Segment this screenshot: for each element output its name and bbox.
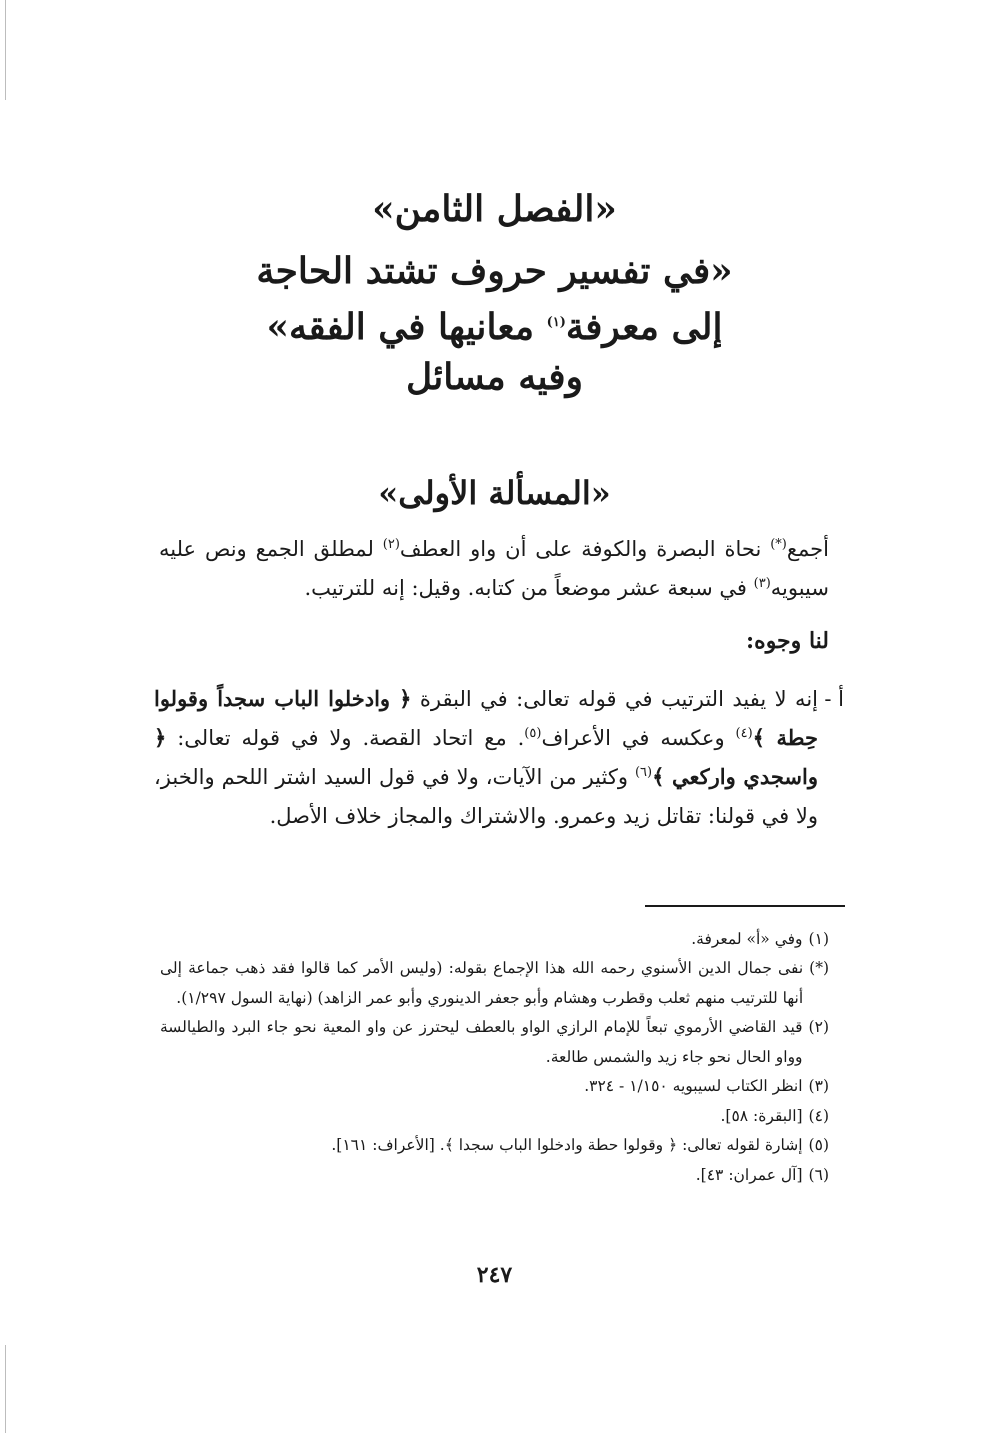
item-text: [154, 680, 818, 835]
footnote-text: نفى جمال الدين الأسنوي رحمه الله هذا الإجماع بقوله: (وليس الأمر كما قالوا فقد ذهب جماعة إلى أنها للترتيب منهم ثعلب وقطرب وهشام وأبو جعفر الدينوري وأبو عمر الزاهد) (نهاية السول ١/٢٩٧).: [160, 959, 804, 1007]
footnote: [160, 1131, 829, 1160]
footnote-text: [البقرة: ٥٨].: [720, 1106, 803, 1125]
footnote-ref: (*): [770, 537, 787, 552]
footnote-number: (٤): [808, 1106, 829, 1125]
item-text-part: وكثير من الآيات، ولا في قول السيد اشتر اللحم والخبز، ولا في قولنا: تقاتل زيد وعمرو. والاشتراك والمجاز خلاف الأصل.: [154, 764, 818, 828]
footnote: [160, 1161, 829, 1190]
scan-edge-line: [5, 1345, 6, 1433]
footnote-text: انظر الكتاب لسيبويه ١/١٥٠ - ٣٢٤.: [584, 1077, 803, 1096]
paragraph-text: لمطلق الجمع ونص عليه سيبويه: [159, 537, 829, 600]
paragraph-text: نحاة البصرة والكوفة على أن واو العطف: [399, 537, 771, 561]
footnote-ref: (٥): [524, 725, 542, 741]
item-text-part: إنه لا يفيد الترتيب في قوله تعالى: في البقرة: [411, 687, 818, 711]
footnote-number: (٦): [808, 1165, 829, 1184]
chapter-title: «الفصل الثامن»: [372, 188, 617, 230]
chapter-subtitle-text: إلى معرفة: [565, 306, 723, 348]
chapter-subtitle-text: معانيها في الفقه»: [266, 306, 547, 348]
footnote-text: قيد القاضي الأرموي تبعاً للإمام الرازي الواو بالعطف ليحترز عن واو المعية نحو جاء البرد والطيالسة وواو الحال نحو جاء زيد والشمس طالعة.: [160, 1018, 803, 1066]
footnote-text: وفي «أ» لمعرفة.: [691, 930, 803, 948]
paragraph-text: في سبعة عشر موضعاً من كتابه. وقيل: إنه للترتيب.: [304, 575, 754, 600]
body-paragraph: [159, 530, 829, 608]
footnote-number: (٣): [808, 1077, 829, 1096]
quran-quote: ﴿ واسجدي واركعي ﴾: [154, 724, 818, 789]
footnote: [160, 925, 829, 954]
footnote-separator: [645, 905, 845, 907]
footnote: [160, 1013, 829, 1072]
item-marker: أ -: [824, 687, 844, 711]
section-title: «المسألة الأولى»: [378, 474, 611, 512]
footnote-text: [آل عمران: ٤٣].: [695, 1165, 803, 1184]
footnote-ref: (٤): [735, 725, 753, 741]
footnote-number: (*): [809, 959, 829, 978]
footnote-text: إشارة لقوله تعالى: ﴿ وقولوا حطة وادخلوا الباب سجدا ﴾. [الأعراف: ١٦١].: [331, 1136, 803, 1155]
chapter-subtitle-line2: [160, 306, 829, 349]
footnote-number: (١): [808, 930, 829, 948]
paragraph-text: أجمع: [786, 537, 829, 561]
footnote: [160, 1072, 829, 1101]
scan-edge-line: [5, 0, 6, 100]
footnote-ref: (٢): [382, 537, 400, 552]
footnotes: [160, 925, 829, 1190]
ways-heading: لنا وجوه:: [746, 628, 829, 654]
footnote-number: (٢): [808, 1018, 829, 1037]
footnote-ref: (١): [546, 315, 566, 330]
footnote: [160, 954, 829, 1013]
item-text-part: . مع اتحاد القصة. ولا في قوله تعالى:: [166, 725, 525, 750]
item-text-part: وعكسه في الأعراف: [541, 725, 736, 750]
footnote-ref: (٣): [753, 575, 771, 591]
chapter-subtitle-line1: «في تفسير حروف تشتد الحاجة: [256, 250, 733, 292]
footnote-ref: (٦): [634, 764, 653, 780]
list-item: [154, 680, 844, 835]
chapter-subtitle-line3: وفيه مسائل: [406, 356, 583, 398]
footnote: [160, 1102, 829, 1131]
page-number: ٢٤٧: [476, 1262, 513, 1288]
footnote-number: (٥): [808, 1136, 829, 1155]
quran-quote: ﴿ وادخلوا الباب سجداً وقولوا حِطة ﴾: [154, 686, 818, 750]
